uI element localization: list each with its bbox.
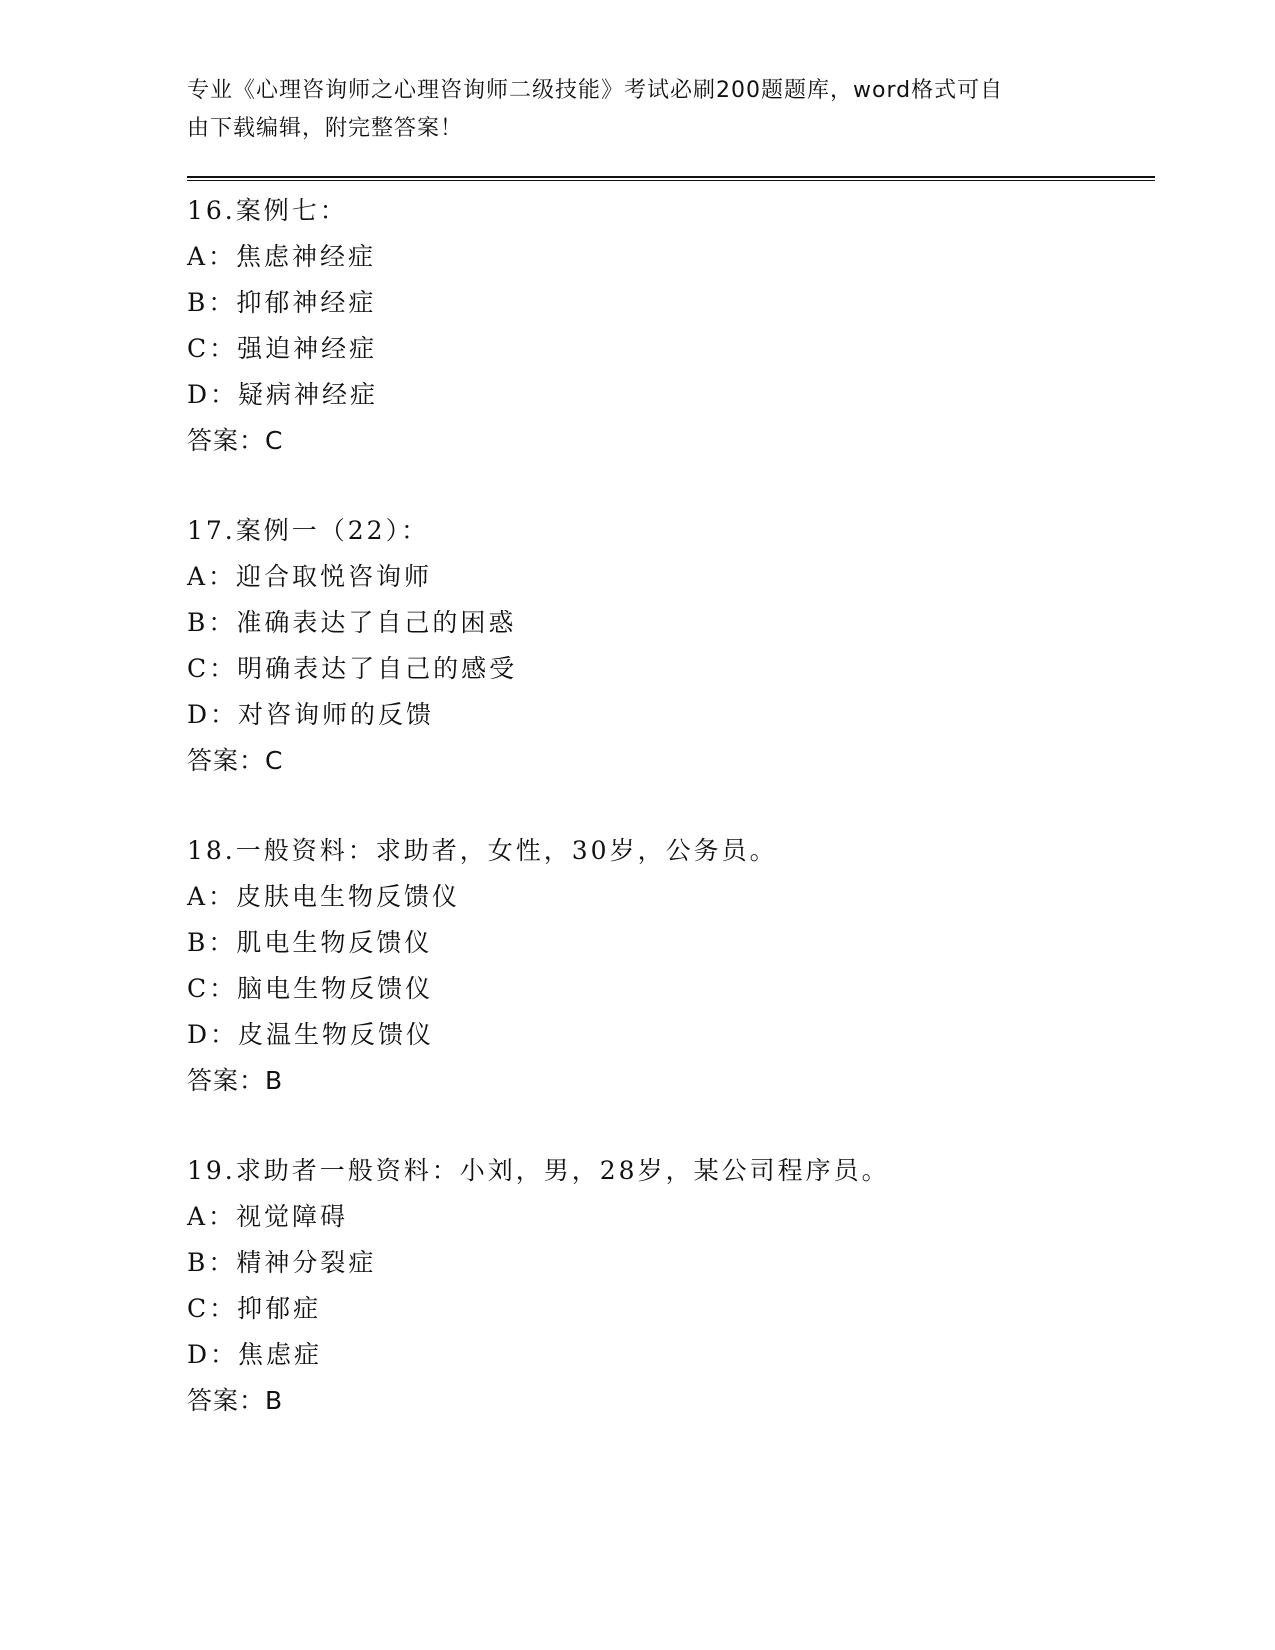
question-19 xyxy=(187,1148,1155,1424)
question-list xyxy=(187,188,1155,1468)
question-title: 19.求助者一般资料：小刘，男，28岁，某公司程序员。 xyxy=(187,1156,890,1185)
option-b: B：肌电生物反馈仪 xyxy=(187,928,433,957)
option-a: A：焦虑神经症 xyxy=(187,242,377,271)
answer-line: 答案：B xyxy=(187,1386,284,1415)
question-17 xyxy=(187,508,1155,784)
question-18 xyxy=(187,828,1155,1104)
header-line-2: 由下载编辑，附完整答案！ xyxy=(187,116,464,141)
option-c: C：抑郁症 xyxy=(187,1294,322,1323)
question-16 xyxy=(187,188,1155,464)
question-title: 17.案例一（22）： xyxy=(187,516,430,545)
option-d: D：皮温生物反馈仪 xyxy=(187,1020,435,1049)
option-c: C：脑电生物反馈仪 xyxy=(187,974,434,1003)
question-title: 16.案例七： xyxy=(187,196,348,225)
header-line-1: 专业《心理咨询师之心理咨询师二级技能》考试必刷200题题库，word格式可自 xyxy=(187,78,1004,103)
answer-line: 答案：B xyxy=(187,1066,284,1095)
option-d: D：焦虑症 xyxy=(187,1340,323,1369)
answer-line: 答案：C xyxy=(187,746,284,775)
option-c: C：明确表达了自己的感受 xyxy=(187,654,518,683)
option-c: C：强迫神经症 xyxy=(187,334,378,363)
option-b: B：准确表达了自己的困惑 xyxy=(187,608,517,637)
question-title: 18.一般资料：求助者，女性，30岁，公务员。 xyxy=(187,836,778,865)
document-header xyxy=(187,72,1067,148)
option-d: D：疑病神经症 xyxy=(187,380,379,409)
answer-line: 答案：C xyxy=(187,426,284,455)
option-a: A：皮肤电生物反馈仪 xyxy=(187,882,461,911)
option-b: B：抑郁神经症 xyxy=(187,288,377,317)
option-a: A：迎合取悦咨询师 xyxy=(187,562,433,591)
option-b: B：精神分裂症 xyxy=(187,1248,377,1277)
option-d: D：对咨询师的反馈 xyxy=(187,700,435,729)
option-a: A：视觉障碍 xyxy=(187,1202,349,1231)
header-divider xyxy=(187,176,1155,181)
